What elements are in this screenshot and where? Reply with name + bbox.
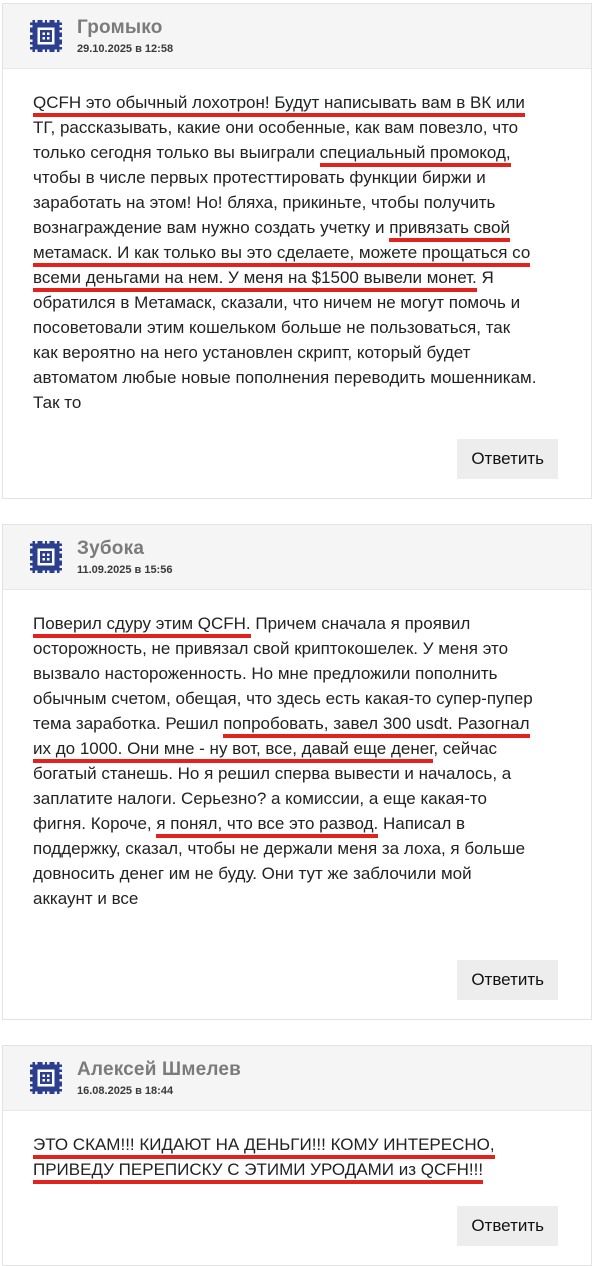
text-line xyxy=(33,165,561,190)
text-line xyxy=(33,1132,561,1157)
comment-header xyxy=(3,4,591,69)
underlined-text: Поверил сдуру этим QCFH. xyxy=(33,614,251,638)
plain-text: автоматом любые новые пополнения переводить мошенникам. xyxy=(33,368,537,387)
text-line xyxy=(33,140,561,165)
plain-text: тема заработка. Решил xyxy=(33,714,224,733)
text-line xyxy=(33,886,561,911)
plain-text: богатый станешь. Но я решил сперва вывести и началось, а xyxy=(33,764,512,783)
comment-header xyxy=(3,1046,591,1111)
comment-text xyxy=(3,69,591,415)
plain-text: как вероятно на него установлен скрипт, который будет xyxy=(33,343,471,362)
plain-text: посоветовали этим кошельком больше не пользоваться, так xyxy=(33,318,511,337)
plain-text: чтобы в числе первых протесттировать функции биржи и xyxy=(33,168,486,187)
comment-footer xyxy=(3,936,591,1019)
text-line xyxy=(33,315,561,340)
text-line xyxy=(33,290,561,315)
underlined-text: я понял, что все это развод. xyxy=(156,814,378,838)
text-line xyxy=(33,786,561,811)
plain-text: вызвало настороженность. Но мне предложили пополнить xyxy=(33,664,498,683)
comment-author: Алексей Шмелев xyxy=(77,1059,242,1080)
plain-text: , сейчас xyxy=(433,739,498,758)
plain-text: Причем сначала я проявил xyxy=(250,614,471,633)
underlined-text: их до 1000. Они мне - ну вот, все, давай еще денег xyxy=(33,739,433,763)
text-line xyxy=(33,736,561,761)
underlined-text: ЭТО СКАМ!!! КИДАЮТ НА ДЕНЬГИ!!! КОМУ ИНТЕРЕСНО, xyxy=(33,1135,495,1159)
text-line xyxy=(33,661,561,686)
plain-text: Я xyxy=(476,268,494,287)
text-line xyxy=(33,636,561,661)
underlined-text: привязать свой xyxy=(389,218,510,242)
underlined-text: метамаск. И как только вы это сделаете, можете прощаться со xyxy=(33,243,530,267)
plain-text: заплатите налоги. Серьезно? а комиссии, а еще какая-то xyxy=(33,789,487,808)
avatar xyxy=(30,20,62,52)
plain-text: фигня. Короче, xyxy=(33,814,157,833)
comment-author: Громыко xyxy=(77,17,163,38)
text-line xyxy=(33,811,561,836)
plain-text: аккаунт и все xyxy=(33,889,139,908)
text-line xyxy=(33,390,561,415)
comment-card xyxy=(2,1045,592,1266)
plain-text: обратился в Метамаск, сказали, что ничем не могут помочь и xyxy=(33,293,521,312)
plain-text: вознаграждение вам нужно создать учетку и xyxy=(33,218,390,237)
comment-date: 29.10.2025 в 12:58 xyxy=(77,43,174,55)
avatar xyxy=(30,541,62,573)
plain-text: Написал в xyxy=(378,814,466,833)
text-line xyxy=(33,340,561,365)
comment-meta xyxy=(77,538,172,576)
text-line xyxy=(33,90,561,115)
plain-text: поддержку, сказал, чтобы не держали меня за лоха, я больше xyxy=(33,839,526,858)
reply-button[interactable]: Ответить xyxy=(457,1206,558,1246)
text-line xyxy=(33,215,561,240)
underlined-text: всеми деньгами на нем. У меня на $1500 вывели монет. xyxy=(33,268,477,292)
text-line xyxy=(33,861,561,886)
plain-text: заработать на этом! Но! бляха, прикиньте, чтобы получить xyxy=(33,193,496,212)
underlined-text: ПРИВЕДУ ПЕРЕПИСКУ С ЭТИМИ УРОДАМИ из QCFH!!! xyxy=(33,1160,483,1184)
text-line xyxy=(33,240,561,265)
text-line xyxy=(33,911,561,936)
comment-header xyxy=(3,525,591,590)
plain-text: ТГ, рассказывать, какие они особенные, как вам повезло, что xyxy=(33,118,519,137)
comment-text xyxy=(3,1111,591,1182)
plain-text: обычным счетом, обещая, что здесь есть какая-то супер-пупер xyxy=(33,689,533,708)
reply-button[interactable]: Ответить xyxy=(457,439,558,479)
underlined-text: специальный промокод, xyxy=(320,143,511,167)
text-line xyxy=(33,711,561,736)
reply-button[interactable]: Ответить xyxy=(457,960,558,1000)
comment-meta xyxy=(77,1059,241,1097)
text-line xyxy=(33,686,561,711)
text-line xyxy=(33,115,561,140)
avatar xyxy=(30,1062,62,1094)
text-line xyxy=(33,611,561,636)
underlined-text: QCFH это обычный лохотрон! Будут написывать вам в ВК или xyxy=(33,93,525,117)
text-line xyxy=(33,365,561,390)
text-line xyxy=(33,265,561,290)
comment-author: Зубока xyxy=(77,538,145,559)
comment-card xyxy=(2,524,592,1020)
comment-footer xyxy=(3,1182,591,1265)
comment-meta xyxy=(77,17,173,55)
text-line xyxy=(33,190,561,215)
text-line xyxy=(33,761,561,786)
underlined-text: попробовать, завел 300 usdt. Разогнал xyxy=(223,714,529,738)
plain-text: осторожность, не привязал свой криптокошелек. У меня это xyxy=(33,639,509,658)
comment-footer xyxy=(3,415,591,498)
comment-date: 16.08.2025 в 18:44 xyxy=(77,1085,174,1097)
plain-text: Так то xyxy=(33,393,82,412)
text-line xyxy=(33,836,561,861)
text-line xyxy=(33,1157,561,1182)
plain-text: только сегодня только вы выиграли xyxy=(33,143,320,162)
plain-text: довносить денег им не буду. Они тут же заблочили мой xyxy=(33,864,472,883)
comment-card xyxy=(2,3,592,499)
comment-date: 11.09.2025 в 15:56 xyxy=(77,564,173,576)
comment-text xyxy=(3,590,591,936)
